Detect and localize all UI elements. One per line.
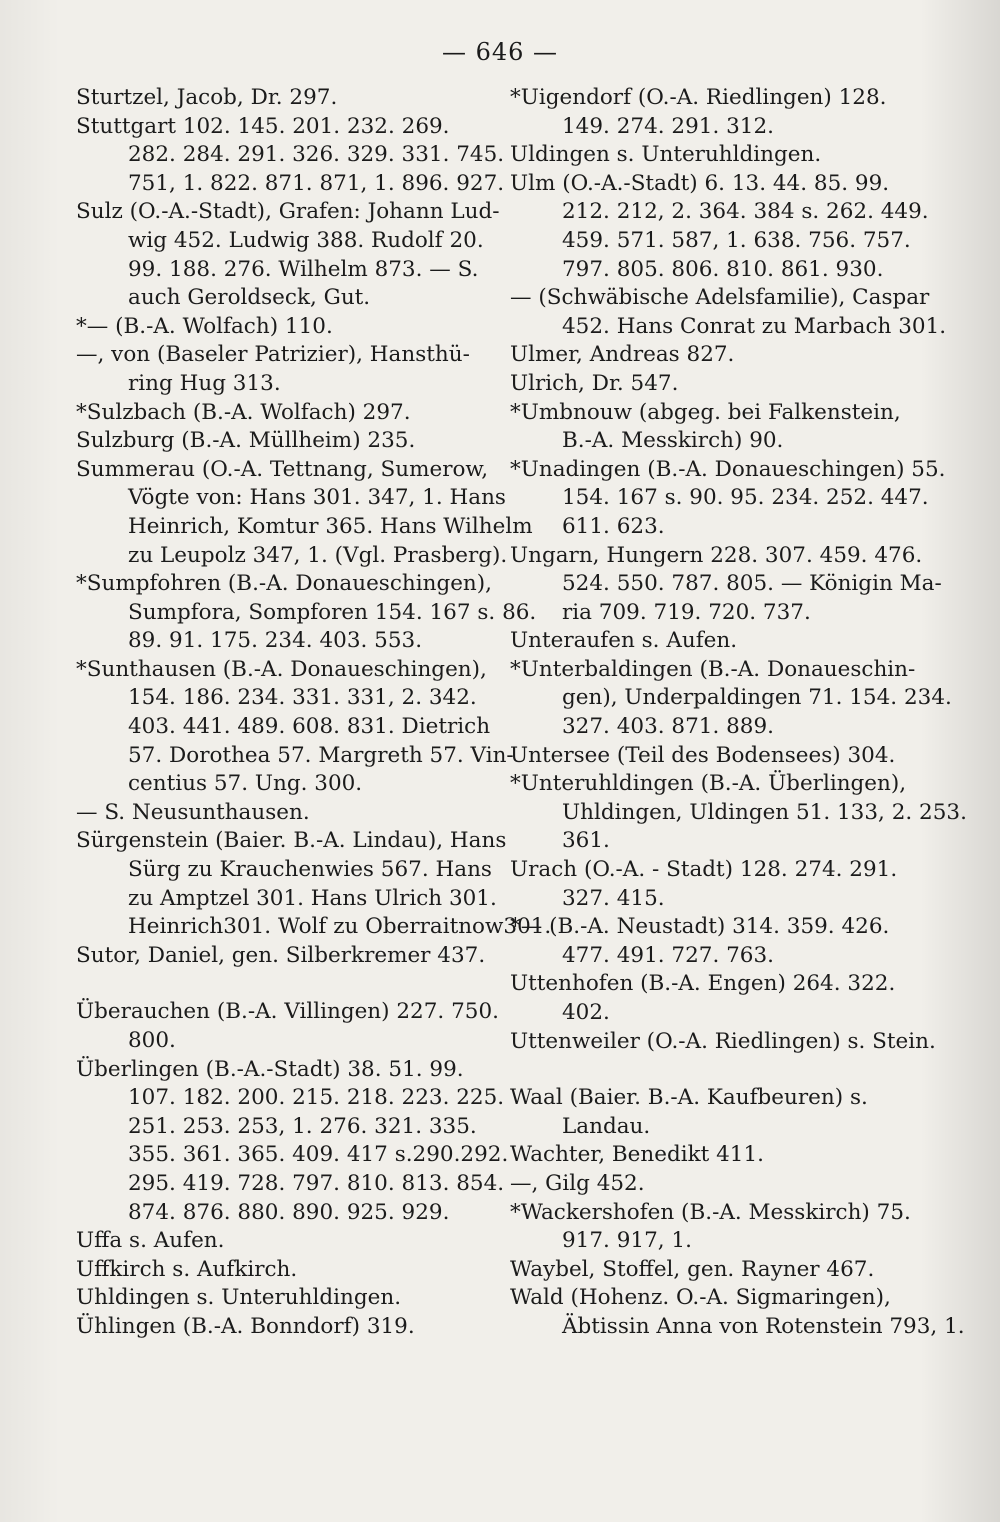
- index-entry: [510, 170, 930, 284]
- index-entry: [510, 627, 930, 656]
- index-entry: [510, 456, 946, 542]
- index-entry-line: Überauchen (B.-A. Villingen) 227. 750.: [76, 999, 499, 1025]
- index-entry-line: 751, 1. 822. 871. 871, 1. 896. 927.: [128, 170, 505, 196]
- index-entry-line: *— (B.-A. Wolfach) 110.: [76, 313, 333, 339]
- index-entry-line: Sulz (O.-A.-Stadt), Grafen: Johann Lud-: [76, 199, 500, 225]
- index-entry-line: Uldingen s. Unteruhldingen.: [510, 142, 822, 168]
- index-entry: [76, 399, 486, 428]
- index-entry: [76, 1227, 486, 1256]
- index-entry-line: 107. 182. 200. 215. 218. 223. 225.: [128, 1085, 505, 1111]
- index-entry-line: —, von (Baseler Patrizier), Hansthü-: [76, 342, 470, 368]
- index-entry-line: 212. 212, 2. 364. 384 s. 262. 449.: [562, 199, 929, 225]
- index-entry: [510, 284, 947, 341]
- index-entry-line: *— (B.-A. Neustadt) 314. 359. 426.: [510, 914, 890, 940]
- index-entry: [76, 1313, 486, 1342]
- index-entry-line: Unteraufen s. Aufen.: [510, 628, 738, 654]
- index-entry: [510, 542, 942, 628]
- index-entry-line: 57. Dorothea 57. Margreth 57. Vin-: [128, 742, 514, 768]
- index-entry-line: *Unadingen (B.-A. Donaueschingen) 55.: [510, 456, 946, 482]
- index-entry: [76, 84, 486, 113]
- index-entry-line: gen), Underpaldingen 71. 154. 234.: [562, 685, 952, 711]
- index-entry-line: auch Geroldseck, Gut.: [128, 285, 371, 311]
- index-entry-line: Sürgenstein (Baier. B.-A. Lindau), Hans: [76, 828, 507, 854]
- index-entry-line: 797. 805. 806. 810. 861. 930.: [562, 256, 884, 282]
- index-entry: [510, 399, 930, 456]
- index-entry-line: Landau.: [562, 1113, 651, 1139]
- index-entry: [510, 341, 930, 370]
- index-entry: [510, 1284, 965, 1341]
- index-entry-line: B.-A. Messkirch) 90.: [562, 428, 784, 454]
- index-entry: [76, 198, 500, 312]
- index-entry-line: centius 57. Ung. 300.: [128, 771, 363, 797]
- index-entry: [510, 856, 930, 913]
- index-entry-line: *Sumpfohren (B.-A. Donaueschingen),: [76, 571, 493, 597]
- index-entry: [510, 84, 930, 141]
- index-entry-line: *Umbnouw (abgeg. bei Falkenstein,: [510, 399, 901, 425]
- index-entry-line: Uttenhofen (B.-A. Engen) 264. 322.: [510, 971, 896, 997]
- index-entry-line: Vögte von: Hans 301. 347, 1. Hans: [128, 485, 506, 511]
- index-entry: [76, 456, 533, 570]
- index-entry: [510, 1256, 930, 1285]
- index-entry-line: 917. 917, 1.: [562, 1228, 692, 1254]
- index-entry-line: Ungarn, Hungern 228. 307. 459. 476.: [510, 542, 923, 568]
- index-entry-line: Äbtissin Anna von Rotenstein 793, 1.: [562, 1313, 965, 1339]
- index-entry-line: *Sulzbach (B.-A. Wolfach) 297.: [76, 399, 411, 425]
- index-entry-line: 477. 491. 727. 763.: [562, 942, 774, 968]
- index-entry-line: 251. 253. 253, 1. 276. 321. 335.: [128, 1113, 477, 1139]
- index-entry-line: wig 452. Ludwig 388. Rudolf 20.: [128, 227, 484, 253]
- index-entry: [510, 742, 930, 771]
- index-entry-line: ring Hug 313.: [128, 370, 281, 396]
- index-entry-line: 99. 188. 276. Wilhelm 873. — S.: [128, 256, 479, 282]
- index-entry: [76, 427, 486, 456]
- index-entry: [76, 998, 499, 1055]
- index-entry-line: 459. 571. 587, 1. 638. 756. 757.: [562, 227, 911, 253]
- section-gap: [76, 970, 486, 998]
- index-entry-line: *Uigendorf (O.-A. Riedlingen) 128.: [510, 85, 887, 110]
- index-entry-line: *Unteruhldingen (B.-A. Überlingen),: [510, 771, 907, 797]
- index-entry-line: 295. 419. 728. 797. 810. 813. 854.: [128, 1170, 505, 1196]
- index-entry-line: — S. Neusunthausen.: [76, 799, 310, 825]
- index-entry: [510, 141, 930, 170]
- index-entry-line: 149. 274. 291. 312.: [562, 113, 774, 139]
- index-entry: [510, 970, 930, 1027]
- index-entry-line: 361.: [562, 828, 610, 854]
- index-entry: [76, 1256, 486, 1285]
- index-entry-line: *Sunthausen (B.-A. Donaueschingen),: [76, 656, 487, 682]
- index-entry-line: 327. 403. 871. 889.: [562, 714, 774, 740]
- index-entry-line: Stuttgart 102. 145. 201. 232. 269.: [76, 113, 450, 139]
- index-entry-line: Uffa s. Aufen.: [76, 1228, 225, 1254]
- index-entry-line: 452. Hans Conrat zu Marbach 301.: [562, 313, 947, 339]
- page-number: — 646 —: [441, 38, 559, 66]
- index-entry-line: zu Leupolz 347, 1. (Vgl. Prasberg).: [128, 542, 508, 568]
- index-entry: [510, 1170, 930, 1199]
- index-entry: [510, 1199, 930, 1256]
- index-entry-line: —, Gilg 452.: [510, 1170, 645, 1196]
- index-entry-line: Sturtzel, Jacob, Dr. 297.: [76, 85, 338, 110]
- index-entry: [76, 113, 505, 199]
- index-entry-line: Untersee (Teil des Bodensees) 304.: [510, 742, 896, 768]
- index-entry: [510, 370, 930, 399]
- index-entry: [76, 827, 552, 941]
- index-entry-line: ria 709. 719. 720. 737.: [562, 599, 811, 625]
- index-entry-line: Waal (Baier. B.-A. Kaufbeuren) s.: [510, 1085, 868, 1111]
- index-entry-line: Ulm (O.-A.-Stadt) 6. 13. 44. 85. 99.: [510, 170, 890, 196]
- index-entry-line: Uhldingen s. Unteruhldingen.: [76, 1285, 402, 1311]
- index-entry-line: Waybel, Stoffel, gen. Rayner 467.: [510, 1256, 875, 1282]
- index-entry-line: 874. 876. 880. 890. 925. 929.: [128, 1199, 450, 1225]
- index-column-left: [76, 84, 552, 1342]
- index-entry-line: 402.: [562, 1000, 610, 1025]
- index-entry: [510, 1028, 936, 1057]
- index-entry: [76, 313, 486, 342]
- index-entry: [76, 1284, 486, 1313]
- index-entry-line: 154. 167 s. 90. 95. 234. 252. 447.: [562, 485, 929, 511]
- index-entry: [76, 799, 486, 828]
- index-entry: [76, 570, 537, 656]
- index-entry-line: Heinrich, Komtur 365. Hans Wilhelm: [128, 513, 533, 539]
- index-entry-line: Ühlingen (B.-A. Bonndorf) 319.: [76, 1313, 415, 1339]
- index-entry: [76, 942, 486, 971]
- index-entry-line: 355. 361. 365. 409. 417 s.290.292.: [128, 1142, 509, 1168]
- index-entry: [510, 1084, 930, 1141]
- index-entry-line: Sumpfora, Sompforen 154. 167 s. 86.: [128, 599, 537, 625]
- index-entry: [510, 1141, 930, 1170]
- index-entry: [76, 1056, 509, 1228]
- section-gap: [510, 1056, 930, 1084]
- index-entry-line: Uttenweiler (O.-A. Riedlingen) s. Stein.: [510, 1028, 936, 1054]
- index-entry-line: Sutor, Daniel, gen. Silberkremer 437.: [76, 942, 486, 968]
- index-entry: [510, 913, 930, 970]
- index-entry-line: Ulrich, Dr. 547.: [510, 370, 679, 396]
- index-entry: [510, 770, 967, 856]
- index-entry-line: Summerau (O.-A. Tettnang, Sumerow,: [76, 456, 489, 482]
- index-column-right: [510, 84, 967, 1342]
- index-entry: [76, 341, 486, 398]
- index-entry-line: *Unterbaldingen (B.-A. Donaueschin-: [510, 656, 916, 682]
- index-entry-line: 327. 415.: [562, 885, 665, 911]
- index-entry-line: Überlingen (B.-A.-Stadt) 38. 51. 99.: [76, 1056, 464, 1082]
- index-entry-line: 800.: [128, 1028, 176, 1053]
- index-entry-line: 524. 550. 787. 805. — Königin Ma-: [562, 571, 942, 597]
- index-entry-line: Uffkirch s. Aufkirch.: [76, 1256, 298, 1282]
- index-entry-line: Wald (Hohenz. O.-A. Sigmaringen),: [510, 1285, 891, 1311]
- index-entry: [76, 656, 514, 799]
- index-entry-line: zu Amptzel 301. Hans Ulrich 301.: [128, 885, 497, 911]
- index-entry-line: Heinrich301. Wolf zu Oberraitnow301.: [128, 914, 552, 940]
- index-entry-line: — (Schwäbische Adelsfamilie), Caspar: [510, 285, 930, 311]
- index-entry-line: Sürg zu Krauchenwies 567. Hans: [128, 857, 492, 883]
- index-entry-line: 403. 441. 489. 608. 831. Dietrich: [128, 714, 491, 740]
- index-entry-line: Ulmer, Andreas 827.: [510, 342, 735, 368]
- index-entry: [510, 656, 952, 742]
- index-entry-line: Urach (O.-A. - Stadt) 128. 274. 291.: [510, 857, 898, 883]
- index-entry-line: 154. 186. 234. 331. 331, 2. 342.: [128, 685, 477, 711]
- index-entry-line: Sulzburg (B.-A. Müllheim) 235.: [76, 428, 416, 454]
- index-entry-line: Uhldingen, Uldingen 51. 133, 2. 253.: [562, 799, 967, 825]
- index-entry-line: *Wackershofen (B.-A. Messkirch) 75.: [510, 1199, 911, 1225]
- index-entry-line: 611. 623.: [562, 513, 665, 539]
- index-entry-line: 282. 284. 291. 326. 329. 331. 745.: [128, 142, 505, 168]
- index-entry-line: 89. 91. 175. 234. 403. 553.: [128, 628, 423, 654]
- index-entry-line: Wachter, Benedikt 411.: [510, 1142, 764, 1168]
